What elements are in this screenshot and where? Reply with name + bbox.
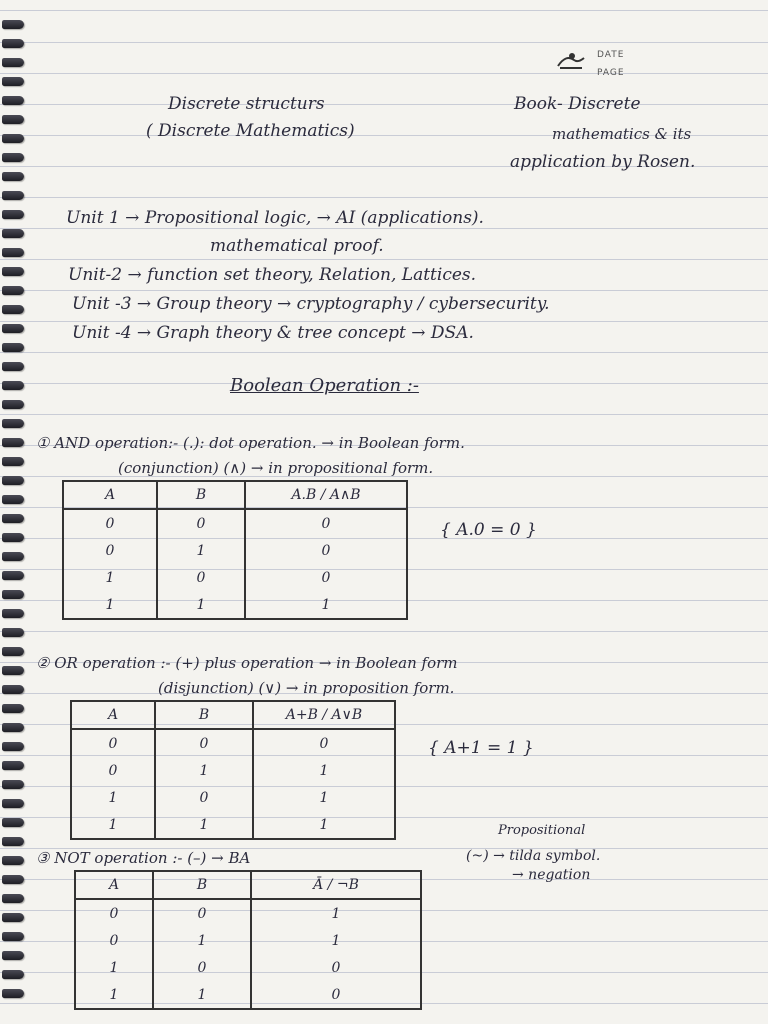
spiral-ring xyxy=(2,457,24,466)
cell: 0 xyxy=(251,981,421,1009)
cell: 1 xyxy=(157,537,245,564)
tilde-line: (~) → tilda symbol. xyxy=(466,848,601,864)
book-line-3: application by Rosen. xyxy=(510,152,696,172)
table-row xyxy=(63,509,407,537)
table-row xyxy=(75,981,421,1009)
spiral-ring xyxy=(2,362,24,371)
cell: 1 xyxy=(153,927,251,954)
table-row xyxy=(63,564,407,591)
table-row xyxy=(75,899,421,927)
cell: 1 xyxy=(251,899,421,927)
cell: 1 xyxy=(63,564,157,591)
title-line-2: ( Discrete Mathematics) xyxy=(146,121,355,141)
or-header-b: B xyxy=(155,701,253,729)
table-row xyxy=(63,591,407,619)
cell: 0 xyxy=(157,509,245,537)
cell: 1 xyxy=(251,927,421,954)
cell: 0 xyxy=(253,729,395,757)
spiral-ring xyxy=(2,58,24,67)
table-row xyxy=(71,784,395,811)
spiral-binding xyxy=(0,20,30,1020)
spiral-ring xyxy=(2,229,24,238)
spiral-ring xyxy=(2,39,24,48)
not-truth-table xyxy=(74,870,422,1010)
spiral-ring xyxy=(2,913,24,922)
spiral-ring xyxy=(2,970,24,979)
negation-label: → negation xyxy=(512,867,591,883)
table-row xyxy=(71,729,395,757)
spiral-ring xyxy=(2,932,24,941)
spiral-ring xyxy=(2,628,24,637)
cell: 1 xyxy=(253,784,395,811)
spiral-ring xyxy=(2,533,24,542)
book-line-2: mathematics & its xyxy=(552,125,692,143)
cell: 0 xyxy=(245,537,407,564)
spiral-ring xyxy=(2,381,24,390)
spiral-ring xyxy=(2,438,24,447)
cell: 0 xyxy=(63,509,157,537)
spiral-ring xyxy=(2,704,24,713)
or-rule: { A+1 = 1 } xyxy=(428,738,534,758)
cell: 1 xyxy=(71,811,155,839)
spiral-ring xyxy=(2,514,24,523)
cell: 1 xyxy=(155,757,253,784)
cell: 1 xyxy=(75,981,153,1009)
unit-2-line: Unit-2 → function set theory, Relation, Lattices. xyxy=(68,265,477,285)
cell: 0 xyxy=(153,899,251,927)
cell: 0 xyxy=(245,564,407,591)
spiral-ring xyxy=(2,153,24,162)
spiral-ring xyxy=(2,134,24,143)
boolean-heading: Boolean Operation :- xyxy=(230,375,419,396)
spiral-ring xyxy=(2,818,24,827)
or-line-1: ② OR operation :- (+) plus operation → in Boolean form xyxy=(36,654,458,672)
spiral-ring xyxy=(2,989,24,998)
spiral-ring xyxy=(2,96,24,105)
spiral-ring xyxy=(2,552,24,561)
title-line-1: Discrete structurs xyxy=(168,94,325,114)
unit-3-line: Unit -3 → Group theory → cryptography / cybersecurity. xyxy=(72,294,550,314)
unit-1-line: Unit 1 → Propositional logic, → AI (applications). xyxy=(66,208,484,228)
table-row xyxy=(71,811,395,839)
spiral-ring xyxy=(2,571,24,580)
spiral-ring xyxy=(2,780,24,789)
and-rule: { A.0 = 0 } xyxy=(440,520,537,540)
table-row xyxy=(75,954,421,981)
not-header-b: B xyxy=(153,871,251,899)
cell: 0 xyxy=(245,509,407,537)
spiral-ring xyxy=(2,799,24,808)
spiral-ring xyxy=(2,20,24,29)
spiral-ring xyxy=(2,324,24,333)
cell: 0 xyxy=(75,899,153,927)
unit-4-line: Unit -4 → Graph theory & tree concept → DSA. xyxy=(72,323,474,343)
cell: 1 xyxy=(71,784,155,811)
spiral-ring xyxy=(2,400,24,409)
and-truth-table xyxy=(62,480,408,620)
cell: 0 xyxy=(251,954,421,981)
spiral-ring xyxy=(2,761,24,770)
spiral-ring xyxy=(2,77,24,86)
not-line-1: ③ NOT operation :- (–) → BA xyxy=(36,849,251,867)
spiral-ring xyxy=(2,894,24,903)
spiral-ring xyxy=(2,590,24,599)
spiral-ring xyxy=(2,419,24,428)
cell: 0 xyxy=(157,564,245,591)
or-header-result: A+B / A∨B xyxy=(253,701,395,729)
cell: 0 xyxy=(71,729,155,757)
and-line-2: (conjunction) (∧) → in propositional form. xyxy=(118,459,434,477)
spiral-ring xyxy=(2,666,24,675)
unit-1-subline: mathematical proof. xyxy=(210,236,384,256)
cell: 1 xyxy=(155,811,253,839)
cell: 0 xyxy=(155,729,253,757)
and-header-a: A xyxy=(63,481,157,509)
spiral-ring xyxy=(2,951,24,960)
book-line-1: Book- Discrete xyxy=(514,94,641,114)
not-header-result: Ā / ¬B xyxy=(251,871,421,899)
cell: 0 xyxy=(75,927,153,954)
spiral-ring xyxy=(2,875,24,884)
table-row xyxy=(75,927,421,954)
cell: 0 xyxy=(63,537,157,564)
propositional-label: Propositional xyxy=(498,823,586,838)
spiral-ring xyxy=(2,267,24,276)
spiral-ring xyxy=(2,286,24,295)
table-row xyxy=(63,537,407,564)
spiral-ring xyxy=(2,305,24,314)
cell: 1 xyxy=(245,591,407,619)
spiral-ring xyxy=(2,742,24,751)
spiral-ring xyxy=(2,476,24,485)
cell: 1 xyxy=(153,981,251,1009)
or-line-2: (disjunction) (∨) → in proposition form. xyxy=(158,679,455,697)
spiral-ring xyxy=(2,191,24,200)
cell: 1 xyxy=(63,591,157,619)
spiral-ring xyxy=(2,837,24,846)
spiral-ring xyxy=(2,647,24,656)
not-header-a: A xyxy=(75,871,153,899)
and-header-result: A.B / A∧B xyxy=(245,481,407,509)
spiral-ring xyxy=(2,609,24,618)
spiral-ring xyxy=(2,248,24,257)
cell: 1 xyxy=(253,757,395,784)
notebook-logo-icon xyxy=(556,50,586,70)
cell: 0 xyxy=(155,784,253,811)
or-header-a: A xyxy=(71,701,155,729)
or-truth-table xyxy=(70,700,396,840)
spiral-ring xyxy=(2,856,24,865)
spiral-ring xyxy=(2,210,24,219)
cell: 1 xyxy=(157,591,245,619)
cell: 0 xyxy=(71,757,155,784)
spiral-ring xyxy=(2,495,24,504)
cell: 0 xyxy=(153,954,251,981)
spiral-ring xyxy=(2,723,24,732)
cell: 1 xyxy=(253,811,395,839)
spiral-ring xyxy=(2,343,24,352)
spiral-ring xyxy=(2,685,24,694)
table-row xyxy=(71,757,395,784)
spiral-ring xyxy=(2,115,24,124)
date-label: DATE xyxy=(597,50,625,60)
and-header-b: B xyxy=(157,481,245,509)
spiral-ring xyxy=(2,172,24,181)
cell: 1 xyxy=(75,954,153,981)
and-line-1: ① AND operation:- (.): dot operation. → in Boolean form. xyxy=(36,434,465,452)
page-label: PAGE xyxy=(597,68,625,78)
